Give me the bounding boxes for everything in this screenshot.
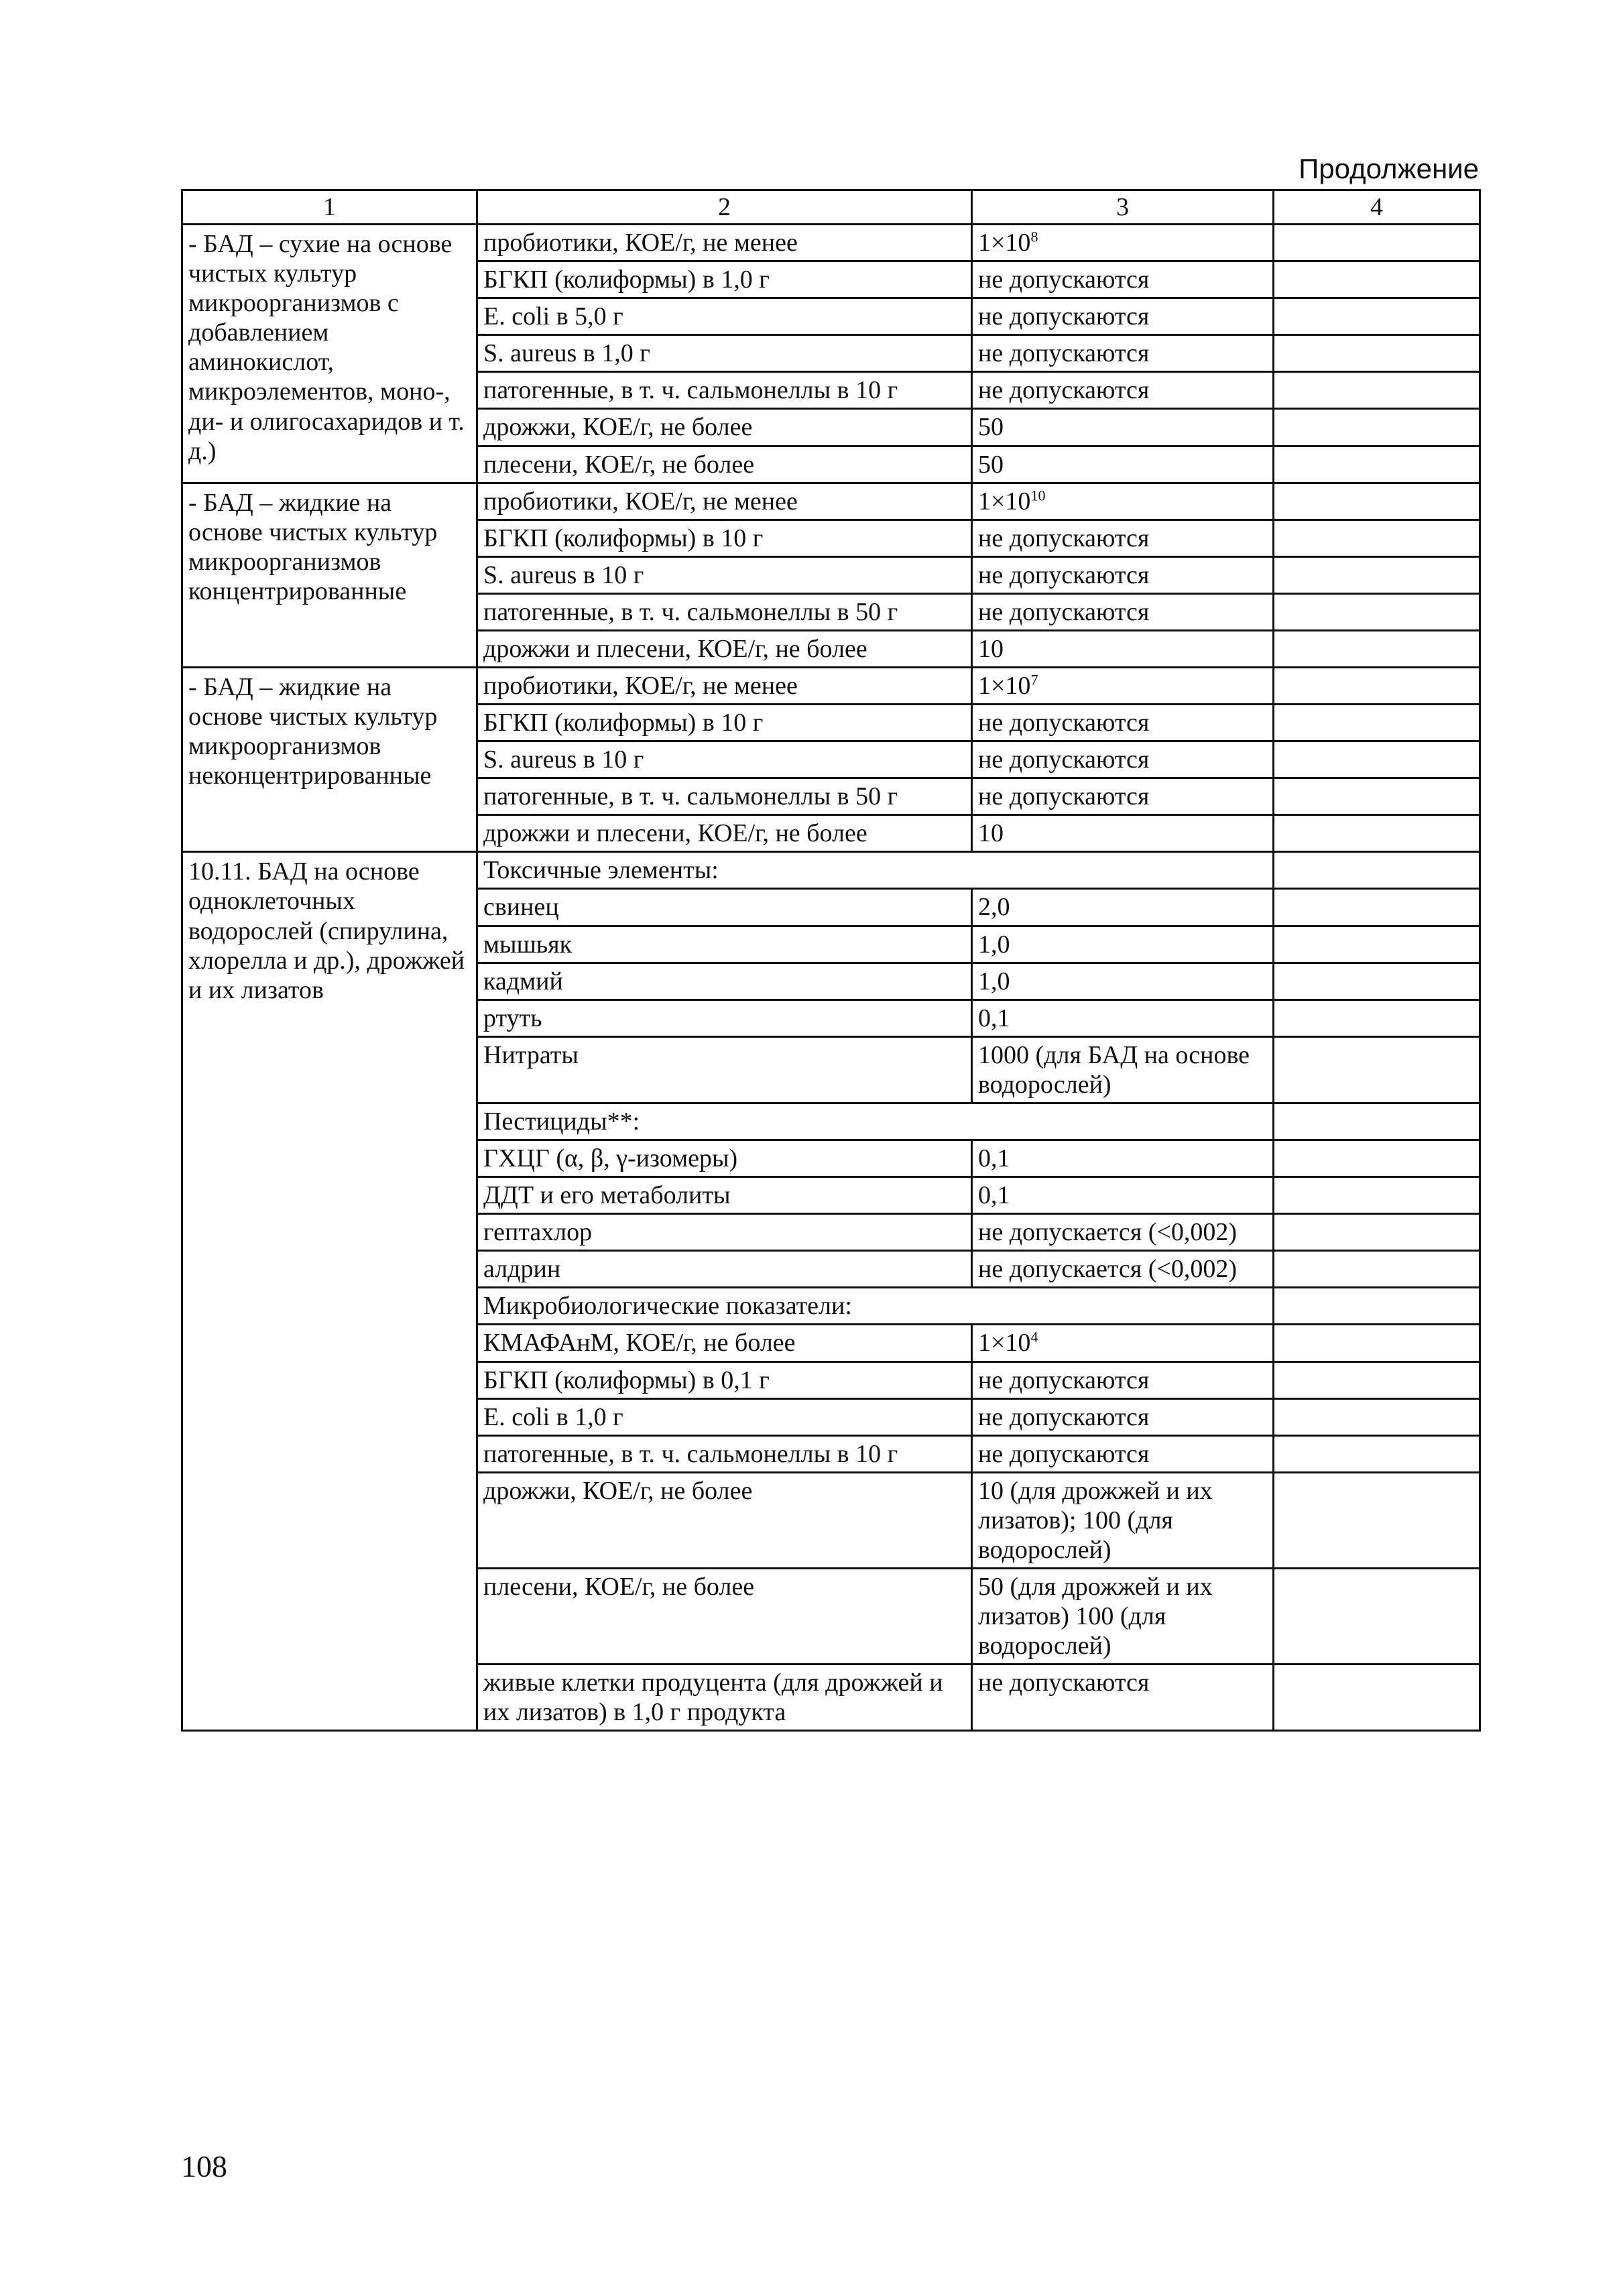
note-cell [1274,705,1480,741]
indicator-cell: плесени, КОЕ/г, не более [477,1568,972,1664]
note-cell [1274,668,1480,705]
indicator-cell: дрожжи, КОЕ/г, не более [477,409,972,446]
norm-value: не допускаются [978,560,1150,589]
note-cell [1274,1568,1480,1664]
indicator-cell: дрожжи и плесени, КОЕ/г, не более [477,815,972,852]
note-cell [1274,1362,1480,1398]
norm-value-cell [972,1177,1274,1214]
section-heading: Токсичные элементы: [477,852,1274,889]
table-row [182,225,1480,261]
indicator-cell: S. aureus в 10 г [477,741,972,778]
norm-value: 10 [978,819,1004,848]
note-cell [1274,593,1480,630]
indicator-cell: S. aureus в 10 г [477,556,972,593]
note-cell [1274,1036,1480,1103]
norm-value: не допускаются [978,1669,1150,1697]
product-group-label: - БАД – жидкие на основе чистых культур микроорганизмов неконцентрированные [182,668,477,852]
norm-value-cell [972,446,1274,483]
note-cell [1274,1325,1480,1362]
note-cell [1274,630,1480,667]
product-group-label: - БАД – жидкие на основе чистых культур микроорганизмов концентрированные [182,483,477,667]
norm-value-cell [972,1398,1274,1435]
indicator-cell: плесени, КОЕ/г, не более [477,446,972,483]
norm-value: 10 [978,634,1004,663]
norm-value: 0,1 [978,1181,1010,1210]
norm-value-cell [972,668,1274,705]
note-cell [1274,1140,1480,1177]
note-cell [1274,1472,1480,1568]
norm-value: 50 [978,450,1004,479]
norm-value-cell [972,556,1274,593]
norm-value-cell [972,1140,1274,1177]
norm-value-cell [972,1214,1274,1251]
norm-value: 1000 (для БАД на основе водорослей) [978,1040,1250,1099]
indicator-cell: свинец [477,889,972,926]
norm-value: 10 (для дрожжей и их лизатов); 100 (для водорослей) [978,1476,1213,1564]
norm-value-cell [972,225,1274,261]
norm-value-cell [972,926,1274,963]
norm-value-cell [972,520,1274,556]
indicator-cell: БГКП (колиформы) в 0,1 г [477,1362,972,1398]
norm-value: не допускаются [978,1439,1150,1468]
note-cell [1274,483,1480,520]
exponent: 10 [1030,486,1046,503]
norm-value: 50 (для дрожжей и их лизатов) 100 (для водорослей) [978,1572,1213,1660]
norm-value: 2,0 [978,893,1010,922]
norm-value-cell [972,372,1274,409]
note-cell [1274,1665,1480,1731]
note-cell [1274,778,1480,815]
table-row [182,668,1480,705]
norm-value: 0,1 [978,1004,1010,1032]
norm-value-cell [972,630,1274,667]
norm-value: не допускается (<0,002) [978,1218,1238,1247]
norm-value-cell [972,1251,1274,1288]
norm-value-cell [972,889,1274,926]
norm-value: не допускаются [978,597,1150,626]
note-cell [1274,446,1480,483]
section-heading: Микробиологические показатели: [477,1288,1274,1325]
note-cell [1274,556,1480,593]
indicator-cell: патогенные, в т. ч. сальмонеллы в 50 г [477,778,972,815]
continuation-label: Продолжение [1299,153,1479,184]
norm-value: не допускаются [978,302,1150,331]
norm-value: не допускаются [978,1402,1150,1431]
indicator-cell: Нитраты [477,1036,972,1103]
product-group-label: - БАД – сухие на основе чистых культур микроорганизмов с добавлением аминокислот, микроэлементов, моно-, ди- и олигосахаридов и т. д.) [182,225,477,483]
indicator-cell: патогенные, в т. ч. сальмонеллы в 10 г [477,1435,972,1472]
product-group-label: 10.11. БАД на основе одноклеточных водорослей (спирулина, хлорелла и др.), дрожжей и их лизатов [182,852,477,1731]
note-cell [1274,1177,1480,1214]
note-cell [1274,926,1480,963]
column-number: 2 [477,190,972,225]
norm-value-cell [972,705,1274,741]
note-cell [1274,1435,1480,1472]
indicator-cell: E. coli в 1,0 г [477,1398,972,1435]
norm-value-cell [972,815,1274,852]
indicator-cell: БГКП (колиформы) в 10 г [477,520,972,556]
note-cell [1274,1398,1480,1435]
norm-value-cell [972,1325,1274,1362]
note-cell [1274,815,1480,852]
norm-value-cell [972,409,1274,446]
indicator-cell: БГКП (колиформы) в 10 г [477,705,972,741]
table-body [182,225,1480,1731]
indicator-cell: патогенные, в т. ч. сальмонеллы в 50 г [477,593,972,630]
norm-value: не допускается (<0,002) [978,1255,1238,1284]
norm-value-cell [972,1472,1274,1568]
note-cell [1274,1000,1480,1036]
norm-value-cell [972,335,1274,372]
column-number-row [182,190,1480,225]
norm-value: не допускаются [978,524,1150,552]
note-cell [1274,741,1480,778]
norm-value: не допускаются [978,709,1150,737]
table-row [182,483,1480,520]
norm-value-cell [972,298,1274,335]
exponent: 4 [1030,1328,1038,1345]
note-cell [1274,520,1480,556]
norm-value-cell [972,1435,1274,1472]
norm-value-cell [972,1036,1274,1103]
indicator-cell: мышьяк [477,926,972,963]
indicator-cell: живые клетки продуцента (для дрожжей и их лизатов) в 1,0 г продукта [477,1665,972,1731]
norm-value: 1,0 [978,967,1010,995]
note-cell [1274,372,1480,409]
indicator-cell: S. aureus в 1,0 г [477,335,972,372]
note-cell [1274,1288,1480,1325]
norm-value: 1,0 [978,930,1010,959]
section-heading: Пестициды**: [477,1103,1274,1140]
note-cell [1274,298,1480,335]
indicator-cell: КМАФАнМ, КОЕ/г, не более [477,1325,972,1362]
indicator-cell: гептахлор [477,1214,972,1251]
norm-value: не допускаются [978,745,1150,774]
note-cell [1274,1214,1480,1251]
norm-value: 1×10 [978,1329,1031,1357]
norm-value: не допускаются [978,265,1150,294]
indicator-cell: ДДТ и его метаболиты [477,1177,972,1214]
norm-value-cell [972,1568,1274,1664]
note-cell [1274,409,1480,446]
indicator-cell: E. coli в 5,0 г [477,298,972,335]
indicator-cell: патогенные, в т. ч. сальмонеллы в 10 г [477,372,972,409]
indicator-cell: дрожжи, КОЕ/г, не более [477,1472,972,1568]
note-cell [1274,1103,1480,1140]
note-cell [1274,1251,1480,1288]
norm-value: не допускаются [978,1366,1150,1394]
note-cell [1274,225,1480,261]
page-number: 108 [181,2149,227,2183]
column-number: 4 [1274,190,1480,225]
norm-value-cell [972,593,1274,630]
indicator-cell: пробиотики, КОЕ/г, не менее [477,668,972,705]
indicator-cell: алдрин [477,1251,972,1288]
indicator-cell: пробиотики, КОЕ/г, не менее [477,483,972,520]
norm-value: 1×10 [978,487,1031,516]
note-cell [1274,261,1480,298]
indicator-cell: кадмий [477,963,972,1000]
indicator-cell: ртуть [477,1000,972,1036]
indicator-cell: БГКП (колиформы) в 1,0 г [477,261,972,298]
indicator-cell: дрожжи и плесени, КОЕ/г, не более [477,630,972,667]
norm-value-cell [972,261,1274,298]
norm-value: 1×10 [978,229,1031,257]
indicator-cell: ГХЦГ (α, β, γ-изомеры) [477,1140,972,1177]
exponent: 8 [1030,228,1038,245]
norm-value-cell [972,1000,1274,1036]
norm-value: не допускаются [978,782,1150,811]
norm-value-cell [972,1362,1274,1398]
exponent: 7 [1030,671,1038,688]
norm-value-cell [972,778,1274,815]
note-cell [1274,963,1480,1000]
column-number: 1 [182,190,477,225]
indicator-cell: пробиотики, КОЕ/г, не менее [477,225,972,261]
note-cell [1274,889,1480,926]
requirements-table [181,189,1481,1732]
note-cell [1274,852,1480,889]
norm-value-cell [972,483,1274,520]
norm-value-cell [972,741,1274,778]
norm-value: 0,1 [978,1144,1010,1173]
norm-value: не допускаются [978,376,1150,405]
norm-value: не допускаются [978,339,1150,368]
norm-value: 1×10 [978,672,1031,701]
note-cell [1274,335,1480,372]
norm-value: 50 [978,413,1004,442]
norm-value-cell [972,1665,1274,1731]
norm-value-cell [972,963,1274,1000]
column-number: 3 [972,190,1274,225]
table-row [182,852,1480,889]
